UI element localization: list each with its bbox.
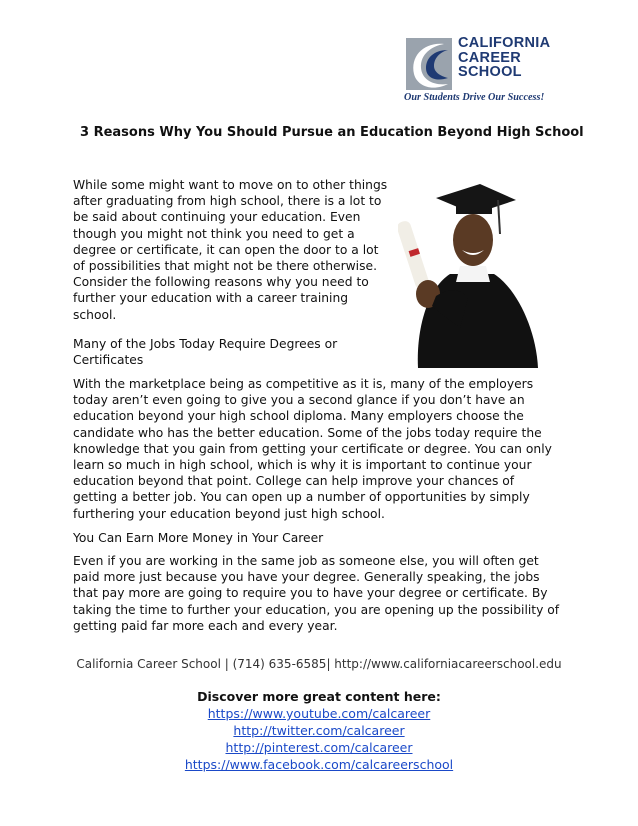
footer-contact-line: California Career School | (714) 635-6585| http://www.californiacareerschool.edu <box>76 657 562 671</box>
section-1-heading: Many of the Jobs Today Require Degrees or Certificates <box>73 337 338 368</box>
twitter-link[interactable]: http://twitter.com/calcareer <box>233 723 405 738</box>
document-title: 3 Reasons Why You Should Pursue an Education Beyond High School <box>80 125 584 140</box>
logo-wordmark <box>458 36 550 80</box>
discover-links <box>0 688 638 773</box>
youtube-link[interactable]: https://www.youtube.com/calcareer <box>207 706 431 721</box>
section-1-body: With the marketplace being as competitive as it is, many of the employers today aren’t even going to give you a second glance if you don’t have an education beyond your high school diploma. Many employers choose the candidate who has the better education. Some of the jobs today require the knowledge that you gain from getting your certificate or degree. You can only learn so much in high school, which is why it is important to continue your education beyond that point. College can help improve your chances of getting a better job. You can open up a number of opportunities by simply furthering your education beyond just high school. <box>73 377 552 521</box>
logo-line-1: CALIFORNIA <box>458 35 551 51</box>
facebook-link[interactable]: https://www.facebook.com/calcareerschool <box>184 757 454 772</box>
school-logo <box>400 34 568 108</box>
section-2-heading: You Can Earn More Money in Your Career <box>73 531 324 545</box>
intro-paragraph: While some might want to move on to other things after graduating from high school, there is a lot to be said about continuing your education. Even though you might not think you need to get a degree or certificate, it can open the door to a lot of possibilities that might not be there otherwise. Consider the following reasons why you need to further your education with a career training school. <box>73 178 388 322</box>
logo-line-3: SCHOOL <box>458 64 522 80</box>
graduate-photo <box>398 178 546 368</box>
logo-line-2: CAREER <box>458 49 522 66</box>
section-2-body: Even if you are working in the same job as someone else, you will often get paid more just because you have your degree. Generally speaking, the jobs that pay more are going to require you to have your degree or certificate. By taking the time to further your education, you are opening up the possibility of getting paid far more each and every year. <box>73 554 560 633</box>
discover-title: Discover more great content here: <box>197 689 441 704</box>
pinterest-link[interactable]: http://pinterest.com/calcareer <box>225 740 413 755</box>
logo-swoosh-icon <box>404 34 456 96</box>
logo-tagline: Our Students Drive Our Success! <box>404 92 545 103</box>
